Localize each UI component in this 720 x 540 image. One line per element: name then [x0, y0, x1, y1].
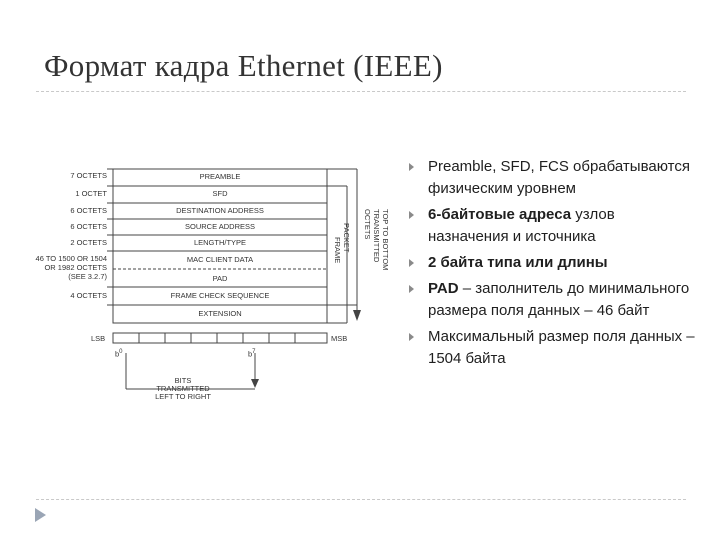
- bullet-text: – заполнитель до минимального размера поля данных – 46 байт: [428, 280, 690, 319]
- bullet-item: [407, 156, 697, 200]
- octet-size-label: 6 OCTETS: [70, 222, 107, 231]
- bullet-text: Максимальный размер поля данных – 1504 байта: [428, 328, 695, 367]
- footer-divider: [36, 499, 686, 500]
- bits-order-label: BITS: [174, 376, 192, 385]
- bullet-arrow-icon: [409, 163, 414, 171]
- bullet-item: [407, 278, 697, 322]
- title-divider: [36, 91, 686, 92]
- octets-order-label: OCTETS: [363, 209, 372, 240]
- bullet-arrow-icon: [409, 211, 414, 219]
- field-mac-client-data: MAC CLIENT DATA: [186, 255, 254, 264]
- bullet-item: [407, 204, 697, 248]
- bullet-bold-text: 6-байтовые адреса: [428, 206, 572, 223]
- bit-b0-index: 0: [119, 349, 123, 355]
- octet-size-label: 6 OCTETS: [70, 206, 107, 215]
- bit-b7-letter: b: [248, 349, 253, 359]
- frame-label: FRAME: [333, 237, 342, 264]
- field-length-type: LENGTH/TYPE: [193, 238, 247, 247]
- field-extension: EXTENSION: [198, 309, 242, 318]
- octet-sizes: [35, 155, 107, 415]
- bullet-text: Preamble, SFD, FCS обрабатываются физическим уровнем: [428, 158, 690, 197]
- octet-size-label: (SEE 3.2.7): [68, 272, 107, 281]
- octet-size-label: 46 TO 1500 OR 1504: [35, 254, 107, 263]
- octets-order-label: TRANSMITTED: [372, 209, 381, 263]
- ethernet-frame-diagram: [35, 155, 400, 415]
- slide-title: Формат кадра Ethernet (IEEE): [44, 48, 443, 83]
- bit-b0-letter: b: [115, 349, 120, 359]
- field-preamble: PREAMBLE: [199, 172, 241, 181]
- bullet-bold-text: PAD: [428, 280, 459, 297]
- bullet-arrow-icon: [409, 333, 414, 341]
- bit-b7-index: 7: [252, 349, 256, 355]
- bullet-list: [407, 156, 697, 374]
- octet-size-label: 7 OCTETS: [70, 171, 107, 180]
- lsb-label: LSB: [91, 334, 106, 343]
- field-sfd: SFD: [212, 189, 228, 198]
- bit-b7-label: [248, 349, 256, 358]
- bullet-arrow-icon: [409, 259, 414, 267]
- octet-size-label: 1 OCTET: [75, 189, 107, 198]
- octet-size-label: OR 1982 OCTETS: [44, 263, 107, 272]
- msb-label: MSB: [331, 334, 348, 343]
- bullet-text: узлов назначения и источника: [428, 206, 615, 245]
- bullet-arrow-icon: [409, 285, 414, 293]
- packet-label: PACKET: [342, 223, 351, 253]
- octet-size-label: 4 OCTETS: [70, 291, 107, 300]
- field-pad: PAD: [212, 274, 228, 283]
- field-source-address: SOURCE ADDRESS: [184, 222, 256, 231]
- octet-size-label: 2 OCTETS: [70, 238, 107, 247]
- corner-triangle-icon: [35, 508, 46, 522]
- field-destination-address: DESTINATION ADDRESS: [176, 206, 264, 215]
- bit-b0-label: [115, 349, 123, 358]
- bits-order-label: TRANSMITTED: [156, 384, 210, 393]
- octets-order-label: TOP TO BOTTOM: [381, 209, 390, 271]
- bullet-item: [407, 252, 697, 274]
- bits-order-label: LEFT TO RIGHT: [155, 392, 211, 401]
- bullet-item: [407, 326, 697, 370]
- bullet-bold-text: 2 байта типа или длины: [428, 254, 608, 271]
- field-frame-check-sequence: FRAME CHECK SEQUENCE: [170, 291, 270, 300]
